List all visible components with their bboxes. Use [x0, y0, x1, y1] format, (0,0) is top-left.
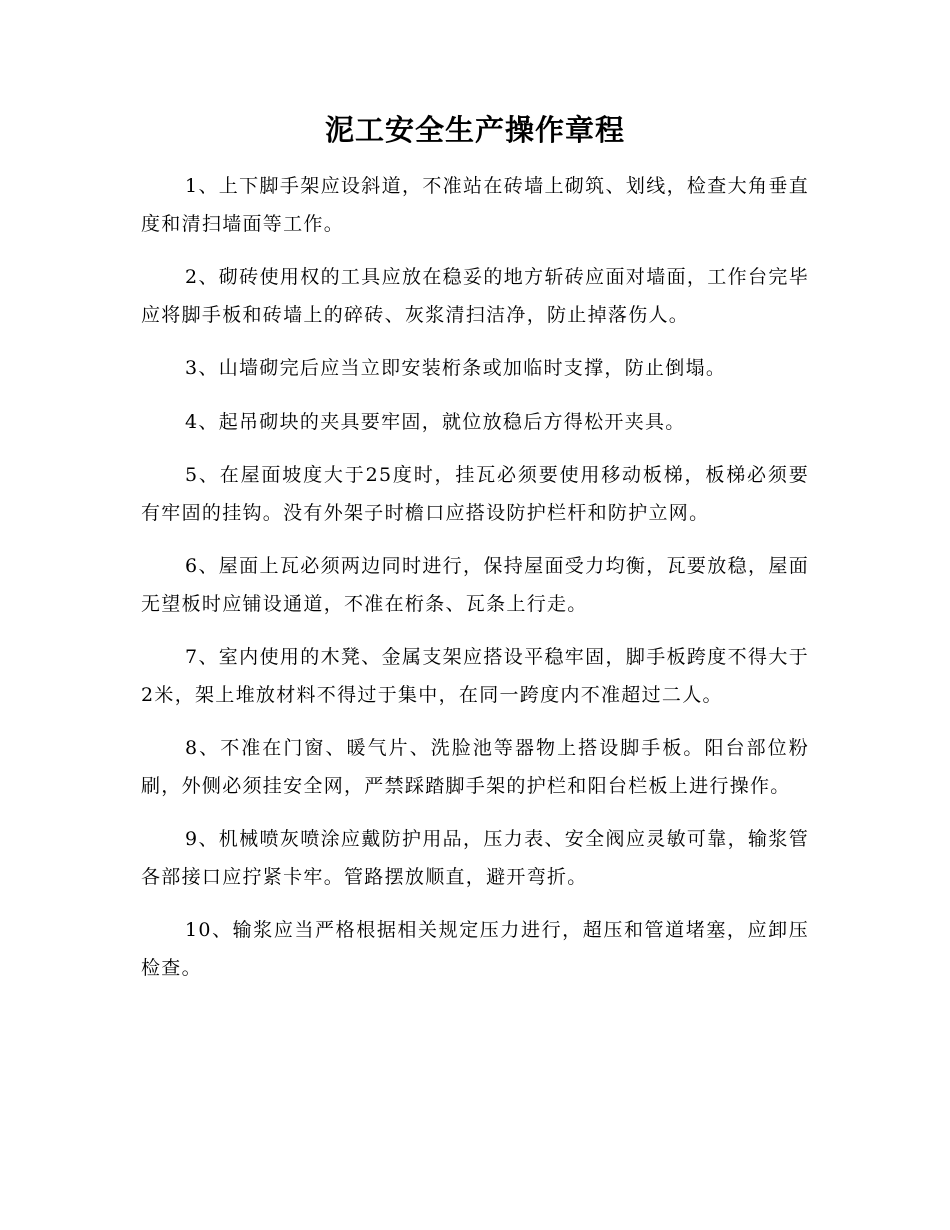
rule-item-3: 3、山墙砌完后应当立即安装桁条或加临时支撑，防止倒塌。 — [185, 357, 727, 379]
rule-item-7: 7、室内使用的木凳、金属支架应搭设平稳牢固，脚手板跨度不得大于2米，架上堆放材料不得过于集中，在同一跨度内不准超过二人。 — [141, 646, 809, 706]
rule-item-10: 10、输浆应当严格根据相关规定压力进行，超压和管道堵塞，应卸压检查。 — [141, 919, 809, 979]
rule-item-8: 8、不准在门窗、暖气片、洗脸池等器物上搭设脚手板。阳台部位粉刷，外侧必须挂安全网，严禁踩踏脚手架的护栏和阳台栏板上进行操作。 — [141, 737, 809, 797]
document-body — [141, 168, 809, 1003]
rule-item-6: 6、屋面上瓦必须两边同时进行，保持屋面受力均衡，瓦要放稳，屋面无望板时应铺设通道，不准在桁条、瓦条上行走。 — [141, 555, 809, 615]
rule-item-1: 1、上下脚手架应设斜道，不准站在砖墙上砌筑、划线，检查大角垂直度和清扫墙面等工作。 — [141, 175, 809, 235]
rule-item-9: 9、机械喷灰喷涂应戴防护用品，压力表、安全阀应灵敏可靠，输浆管各部接口应拧紧卡牢。管路摆放顺直，避开弯折。 — [141, 828, 809, 888]
document-title: 泥工安全生产操作章程 — [324, 113, 625, 147]
rule-item-5: 5、在屋面坡度大于25度时，挂瓦必须要使用移动板梯，板梯必须要有牢固的挂钩。没有外架子时檐口应搭设防护栏杆和防护立网。 — [141, 464, 809, 524]
rule-item-4: 4、起吊砌块的夹具要牢固，就位放稳后方得松开夹具。 — [185, 410, 686, 433]
rule-item-2: 2、砌砖使用权的工具应放在稳妥的地方斩砖应面对墙面，工作台完毕应将脚手板和砖墙上的碎砖、灰浆清扫洁净，防止掉落伤人。 — [141, 266, 809, 326]
